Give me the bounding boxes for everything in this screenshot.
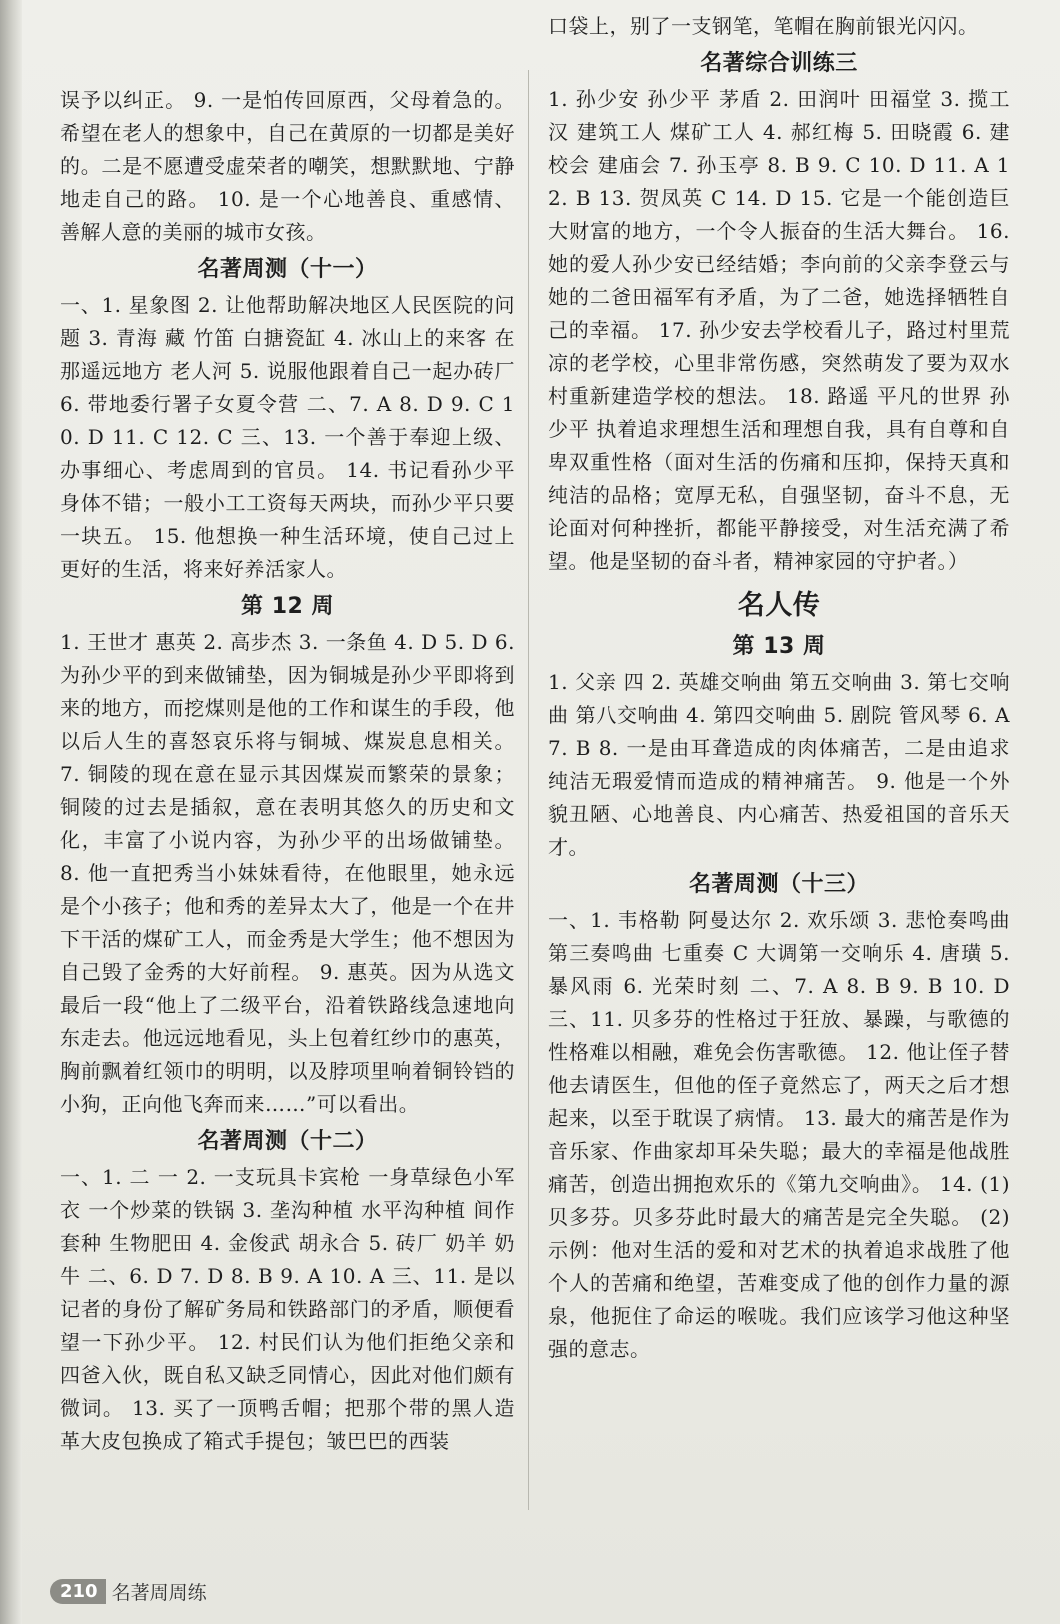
answer-paragraph: 一、1. 韦格勒 阿曼达尔 2. 欢乐颂 3. 悲怆奏鸣曲 第三奏鸣曲 七重奏 C 大调第一交响乐 4. 唐璜 5. 暴风雨 6. 光荣时刻 二、7. A 8. B 9. B 10. D 三、11. 贝多芬的性格过于狂放、暴躁，与歌德的性格难以相融，难免会伤害歌德。 12. 他让侄子替他去请医生，但他的侄子竟然忘了，两天之后才想起来，以至于耽误了病情。 13. 最大的痛苦是作为音乐家、作曲家却耳朵失聪；最大的幸福是他战胜痛苦，创造出拥抱欢乐的《第九交响曲》。 14. (1) 贝多芬。贝多芬此时最大的痛苦是完全失聪。 (2) 示例：他对生活的爱和对艺术的执着追求战胜了他个人的苦痛和绝望，苦难变成了他的创作力量的源泉，他扼住了命运的喉咙。我们应该学习他这种坚强的意志。 [548,908,1010,1361]
answer-paragraph: 一、1. 二 一 2. 一支玩具卡宾枪 一身草绿色小军衣 一个炒菜的铁锅 3. 垄沟种植 水平沟种植 间作套种 生物肥田 4. 金俊武 胡永合 5. 砖厂 奶羊 奶牛 二、6. D 7. D 8. B 9. A 10. A 三、11. 是以记者的身份了解矿务局和铁路部门的矛盾，顺便看望一下孙少平。 12. 村民们认为他们拒绝父亲和四爸入伙，既自私又缺乏同情心，因此对他们颇有微词。 13. 买了一顶鸭舌帽；把那个带的黑人造革大皮包换成了箱式手提包；皱巴巴的西装 [60,1165,515,1453]
section-heading: 第 13 周 [732,634,826,659]
chapter-heading: 名人传 [737,590,821,621]
column-divider [528,70,529,1510]
left-column [60,84,515,1458]
answer-paragraph: 1. 父亲 四 2. 英雄交响曲 第五交响曲 3. 第七交响曲 第八交响曲 4. 第四交响曲 5. 剧院 管风琴 6. A 7. B 8. 一是由耳聋造成的肉体痛苦，二是由追求纯洁无瑕爱情而造成的精神痛苦。 9. 他是一个外貌丑陋、心地善良、内心痛苦、热爱祖国的音乐天才。 [548,670,1010,859]
section-heading: 名著周测（十三） [688,872,869,897]
answer-paragraph: 误予以纠正。 9. 一是怕传回原西，父母着急的。希望在老人的想象中，自己在黄原的一切都是美好的。二是不愿遭受虚荣者的嘲笑，想默默地、宁静地走自己的路。 10. 是一个心地善良、重感情、善解人意的美丽的城市女孩。 [60,88,515,244]
right-column [548,10,1010,1366]
answer-paragraph: 口袋上，别了一支钢笔，笔帽在胸前银光闪闪。 [548,14,979,38]
page-number: 210 [50,1579,106,1604]
section-heading: 名著周测（十二） [197,1129,378,1154]
answer-paragraph: 1. 王世才 惠英 2. 高步杰 3. 一条鱼 4. D 5. D 6. 为孙少平的到来做铺垫，因为铜城是孙少平即将到来的地方，而挖煤则是他的工作和谋生的手段，他以后人生的喜怒哀乐将与铜城、煤炭息息相关。 7. 铜陵的现在意在显示其因煤炭而繁荣的景象；铜陵的过去是插叙，意在表明其悠久的历史和文化，丰富了小说内容，为孙少平的出场做铺垫。 8. 他一直把秀当小妹妹看待，在他眼里，她永远是个小孩子；他和秀的差异太大了，他是一个在井下干活的煤矿工人，而金秀是大学生；他不想因为自己毁了金秀的大好前程。 9. 惠英。因为从选文最后一段“他上了二级平台，沿着铁路线急速地向东走去。他远远地看见，头上包着红纱巾的惠英，胸前飘着红领巾的明明，以及脖项里响着铜铃铛的小狗，正向他飞奔而来……”可以看出。 [60,630,515,1116]
previous-page-edge [0,0,22,1624]
page-footer [50,1574,207,1608]
answer-paragraph: 1. 孙少安 孙少平 茅盾 2. 田润叶 田福堂 3. 揽工汉 建筑工人 煤矿工人 4. 郝红梅 5. 田晓霞 6. 建校会 建庙会 7. 孙玉亭 8. B 9. C 10. D 11. A 12. B 13. 贺凤英 C 14. D 15. 它是一个能创造巨大财富的地方，一个令人振奋的生活大舞台。 16. 她的爱人孙少安已经结婚；李向前的父亲李登云与她的二爸田福军有矛盾，为了二爸，她选择牺牲自己的幸福。 17. 孙少安去学校看儿子，路过村里荒凉的老学校，心里非常伤感，突然萌发了要为双水村重新建造学校的想法。 18. 路遥 平凡的世界 孙少平 执着追求理想生活和理想自我，具有自尊和自卑双重性格（面对生活的伤痛和压抑，保持天真和纯洁的品格；宽厚无私，自强坚韧，奋斗不息，无论面对何种挫折，都能平静接受，对生活充满了希望。他是坚韧的奋斗者，精神家园的守护者。） [548,87,1010,573]
book-title: 名著周周练 [111,1581,207,1604]
section-heading: 名著周测（十一） [197,257,378,282]
answer-paragraph: 一、1. 星象图 2. 让他帮助解决地区人民医院的问题 3. 青海 藏 竹笛 白搪瓷缸 4. 冰山上的来客 在那遥远地方 老人河 5. 说服他跟着自己一起办砖厂 6. 带地委行署子女夏令营 二、7. A 8. D 9. C 10. D 11. C 12. C 三、13. 一个善于奉迎上级、办事细心、考虑周到的官员。 14. 书记看孙少平身体不错；一般小工工资每天两块，而孙少平只要一块五。 15. 他想换一种生活环境，使自己过上更好的生活，将来好养活家人。 [60,293,515,581]
section-heading: 名著综合训练三 [700,51,858,76]
section-heading: 第 12 周 [241,594,334,619]
